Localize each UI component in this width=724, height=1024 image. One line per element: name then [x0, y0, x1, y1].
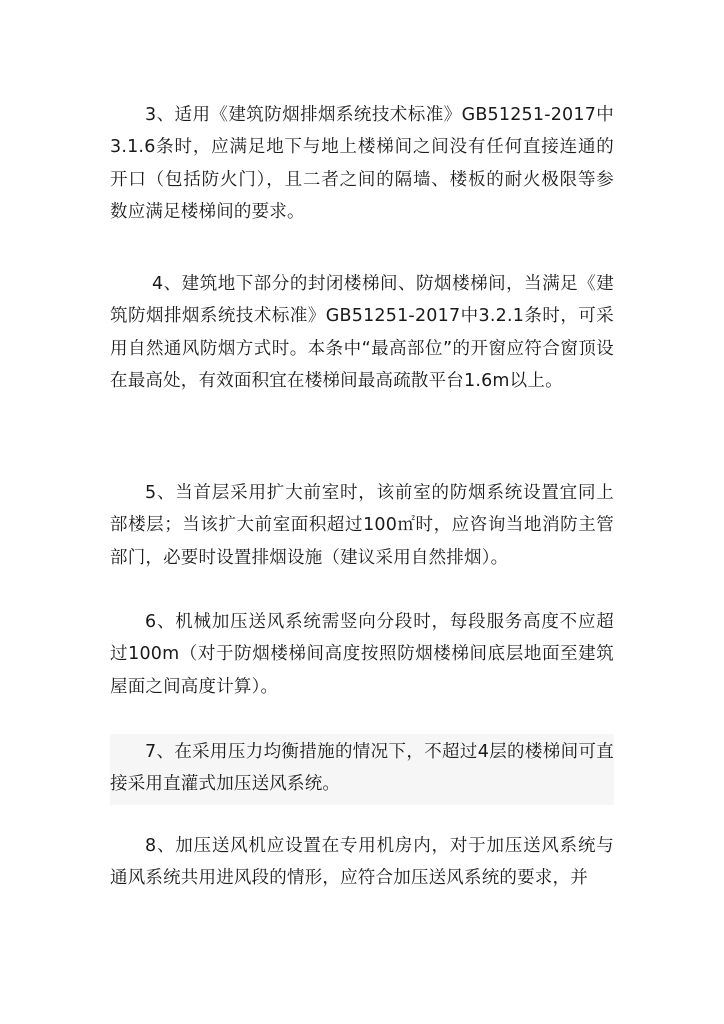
paragraph-item-8: 8、加压送风机应设置在专用机房内，对于加压送风系统与通风系统共用进风段的情形，应符合加压送风系统的要求，并	[110, 836, 614, 889]
paragraph-item-7-highlighted: 7、在采用压力均衡措施的情况下，不超过4层的楼梯间可直接采用直灌式加压送风系统。	[110, 734, 614, 805]
paragraph-item-3: 3、适用《建筑防烟排烟系统技术标准》GB51251-2017中3.1.6条时，应满足地下与地上楼梯间之间没有任何直接连通的开口（包括防火门），且二者之间的隔墙、楼板的耐火极限等参数应满足楼梯间的要求。	[110, 105, 614, 223]
paragraph-item-5: 5、当首层采用扩大前室时，该前室的防烟系统设置宜同上部楼层；当该扩大前室面积超过100㎡时，应咨询当地消防主管部门，必要时设置排烟设施（建议采用自然排烟）。	[110, 483, 614, 568]
paragraph-item-6: 6、机械加压送风系统需竖向分段时，每段服务高度不应超过100m（对于防烟楼梯间高度按照防烟楼梯间底层地面至建筑屋面之间高度计算）。	[110, 612, 614, 697]
paragraph-item-4: 4、建筑地下部分的封闭楼梯间、防烟楼梯间，当满足《建筑防烟排烟系统技术标准》GB51251-2017中3.2.1条时，可采用自然通风防烟方式时。本条中“最高部位”的开窗应符合窗顶设在最高处，有效面积宜在楼梯间最高疏散平台1.6m以上。	[110, 274, 614, 392]
